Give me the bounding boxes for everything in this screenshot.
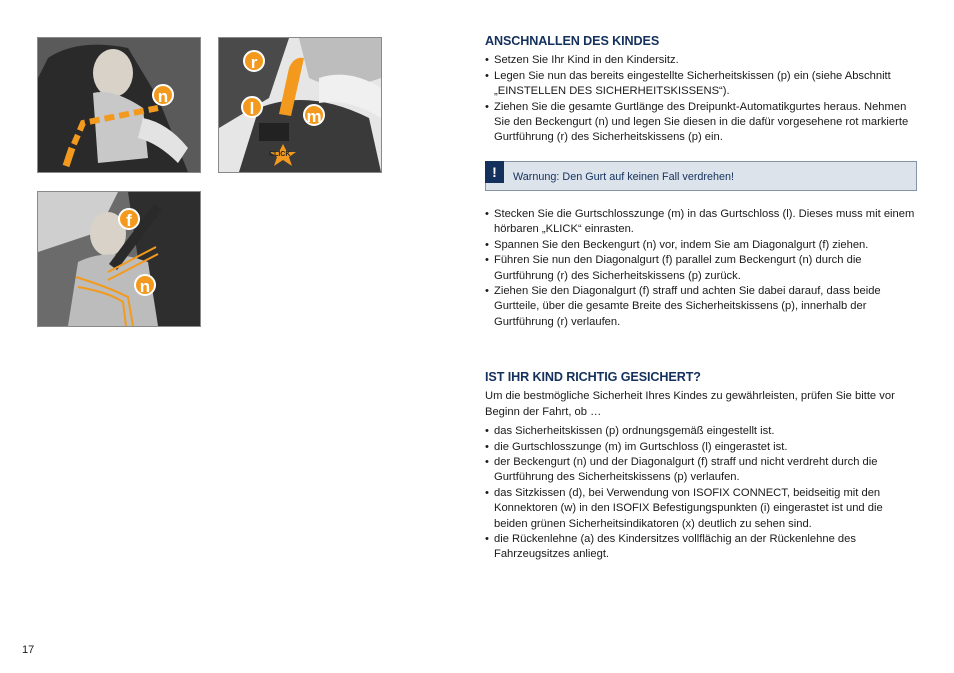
- section-anschnallen-continued: [485, 207, 915, 330]
- list-item: • die Gurtschlosszunge (m) im Gurtschloss (l) eingerastet ist.: [485, 440, 915, 455]
- list-item: • Führen Sie nun den Diagonalgurt (f) parallel zum Beckengurt (n) durch die Gurtführung (r) des Sicherheitskissens (p) zurück.: [485, 253, 915, 284]
- label-n-badge: n: [152, 84, 174, 106]
- bullet-list: [485, 424, 915, 563]
- label-r-badge: r: [243, 50, 265, 72]
- figure-1-illustration: [38, 38, 200, 172]
- warning-box: [485, 161, 917, 191]
- warning-icon: !: [485, 161, 504, 183]
- list-item: • Ziehen Sie den Diagonalgurt (f) straff und achten Sie dabei darauf, dass beide Gurtteile, über die gesamte Breite des Sicherheitskissens (p), innerhalb der Gurtführung (r) verlaufen.: [485, 284, 915, 330]
- label-f-badge: f: [118, 208, 140, 230]
- page-number: 17: [22, 644, 35, 656]
- list-item: • das Sicherheitskissen (p) ordnungsgemäß eingestellt ist.: [485, 424, 915, 439]
- list-item: • Spannen Sie den Beckengurt (n) vor, indem Sie am Diagonalgurt (f) ziehen.: [485, 238, 915, 253]
- list-item: • die Rückenlehne (a) des Kindersitzes vollflächig an der Rückenlehne des Fahrzeugsitzes anliegt.: [485, 532, 915, 563]
- list-item: • das Sitzkissen (d), bei Verwendung von ISOFIX CONNECT, beidseitig mit den Konnektoren (w) in den ISOFIX Befestigungspunkten (i) eingerastet ist und die beiden grünen Sicherheitsindikatoren (x) deutlich zu sehen sind.: [485, 486, 915, 532]
- section-anschnallen: [485, 34, 915, 146]
- figure-1-photo: [37, 37, 201, 173]
- figure-3-photo: [37, 191, 201, 327]
- click-label: CLICK: [269, 151, 291, 158]
- section-gesichert: [485, 370, 915, 563]
- figure-2-photo: [218, 37, 382, 173]
- label-n-badge: n: [134, 274, 156, 296]
- list-item: • Legen Sie nun das bereits eingestellte Sicherheitskissen (p) ein (siehe Abschnitt „EINSTELLEN DES SICHERHEITSKISSENS“).: [485, 69, 915, 100]
- label-m-badge: m: [303, 104, 325, 126]
- list-item: • Stecken Sie die Gurtschlosszunge (m) in das Gurtschloss (l). Dieses muss mit einem hörbaren „KLICK“ einrasten.: [485, 207, 915, 238]
- label-l-badge: l: [241, 96, 263, 118]
- list-item: • Ziehen Sie die gesamte Gurtlänge des Dreipunkt-Automatikgurtes heraus. Nehmen Sie den Beckengurt (n) und legen Sie diesen in die dafür vorgesehene rot markierte Gurtführung (r) des Sicherheitskissens (p) ein.: [485, 100, 915, 146]
- bullet-list: [485, 207, 915, 330]
- section-heading: ANSCHNALLEN DES KINDES: [485, 34, 660, 48]
- warning-text: Warnung: Den Gurt auf keinen Fall verdrehen!: [513, 171, 735, 183]
- section-heading: IST IHR KIND RICHTIG GESICHERT?: [485, 370, 701, 384]
- bullet-list: [485, 53, 915, 145]
- list-item: • Setzen Sie Ihr Kind in den Kindersitz.: [485, 53, 915, 68]
- list-item: • der Beckengurt (n) und der Diagonalgurt (f) straff und nicht verdreht durch die Gurtführung des Sicherheitskissens (p) verlaufen.: [485, 455, 915, 486]
- intro-paragraph: Um die bestmögliche Sicherheit Ihres Kindes zu gewährleisten, prüfen Sie bitte vor Beginn der Fahrt, ob …: [485, 390, 895, 418]
